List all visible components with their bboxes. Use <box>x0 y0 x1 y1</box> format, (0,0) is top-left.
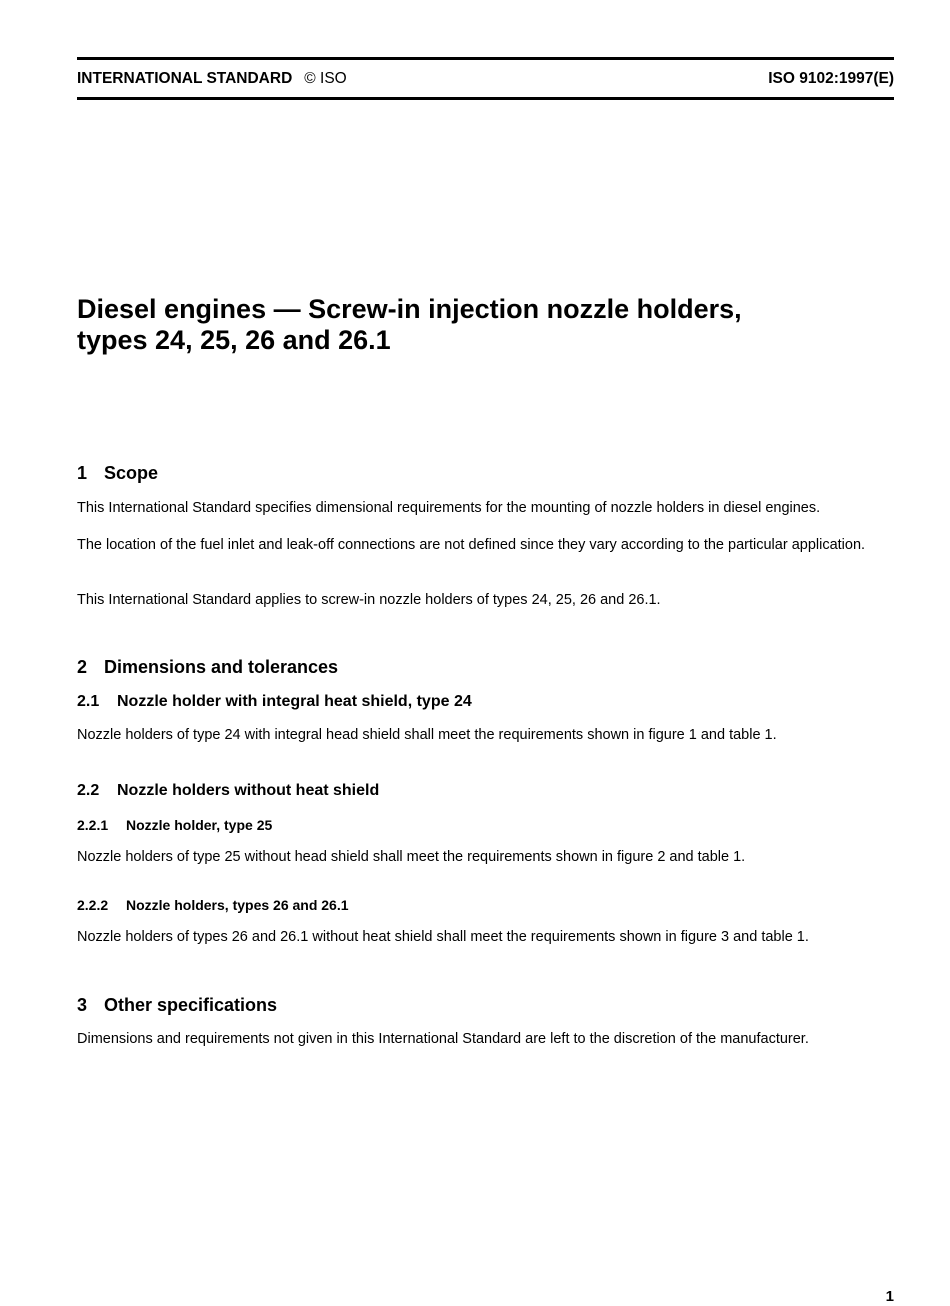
section-2-2-heading <box>77 781 379 801</box>
section-number: 2.2 <box>77 782 100 799</box>
section-number: 2.1 <box>77 693 100 710</box>
document-id: ISO 9102:1997(E) <box>768 70 894 87</box>
section-number: 2 <box>77 657 88 677</box>
document-title <box>77 294 894 356</box>
standard-label: INTERNATIONAL STANDARD <box>77 70 293 87</box>
running-header <box>77 69 894 91</box>
section-2-2-2-heading <box>77 896 349 914</box>
section-number: 3 <box>77 995 88 1015</box>
section-2-2-1-paragraph: Nozzle holders of type 25 without head shield shall meet the requirements shown in figure 2 and table 1. <box>77 849 746 865</box>
section-title: Nozzle holders, types 26 and 26.1 <box>126 897 349 913</box>
section-title: Scope <box>104 463 159 483</box>
section-title: Dimensions and tolerances <box>104 657 339 677</box>
section-3-paragraph: Dimensions and requirements not given in this International Standard are left to the discretion of the manufacturer. <box>77 1031 809 1047</box>
scope-paragraph-3: This International Standard applies to screw-in nozzle holders of types 24, 25, 26 and 26.1. <box>77 592 661 608</box>
section-2-2-1-heading <box>77 816 272 834</box>
page-number: 1 <box>885 1288 894 1305</box>
section-2-heading <box>77 656 338 678</box>
scope-paragraph-2: The location of the fuel inlet and leak-off connections are not defined since they vary according to the particular application. <box>77 537 866 553</box>
section-title: Nozzle holder, type 25 <box>126 817 273 833</box>
header-top-rule <box>77 57 894 60</box>
section-2-1-heading <box>77 692 472 712</box>
section-1-heading <box>77 462 158 484</box>
section-number: 2.2.1 <box>77 817 109 833</box>
copyright-notice: © ISO <box>304 70 347 87</box>
scope-paragraph-1: This International Standard specifies dimensional requirements for the mounting of nozzle holders in diesel engines. <box>77 500 821 516</box>
title-line-2: types 24, 25, 26 and 26.1 <box>77 325 391 355</box>
section-number: 2.2.2 <box>77 897 109 913</box>
title-line-1: Diesel engines — Screw-in injection nozzle holders, <box>77 294 742 324</box>
section-2-1-paragraph: Nozzle holders of type 24 with integral head shield shall meet the requirements shown in figure 1 and table 1. <box>77 727 777 743</box>
section-number: 1 <box>77 463 88 483</box>
header-left <box>77 69 347 89</box>
section-3-heading <box>77 994 277 1016</box>
header-bottom-rule <box>77 97 894 100</box>
section-2-2-2-paragraph: Nozzle holders of types 26 and 26.1 without heat shield shall meet the requirements shown in figure 3 and table 1. <box>77 929 809 945</box>
section-title: Other specifications <box>104 995 278 1015</box>
section-title: Nozzle holder with integral heat shield, type 24 <box>117 693 472 710</box>
section-title: Nozzle holders without heat shield <box>117 782 380 799</box>
